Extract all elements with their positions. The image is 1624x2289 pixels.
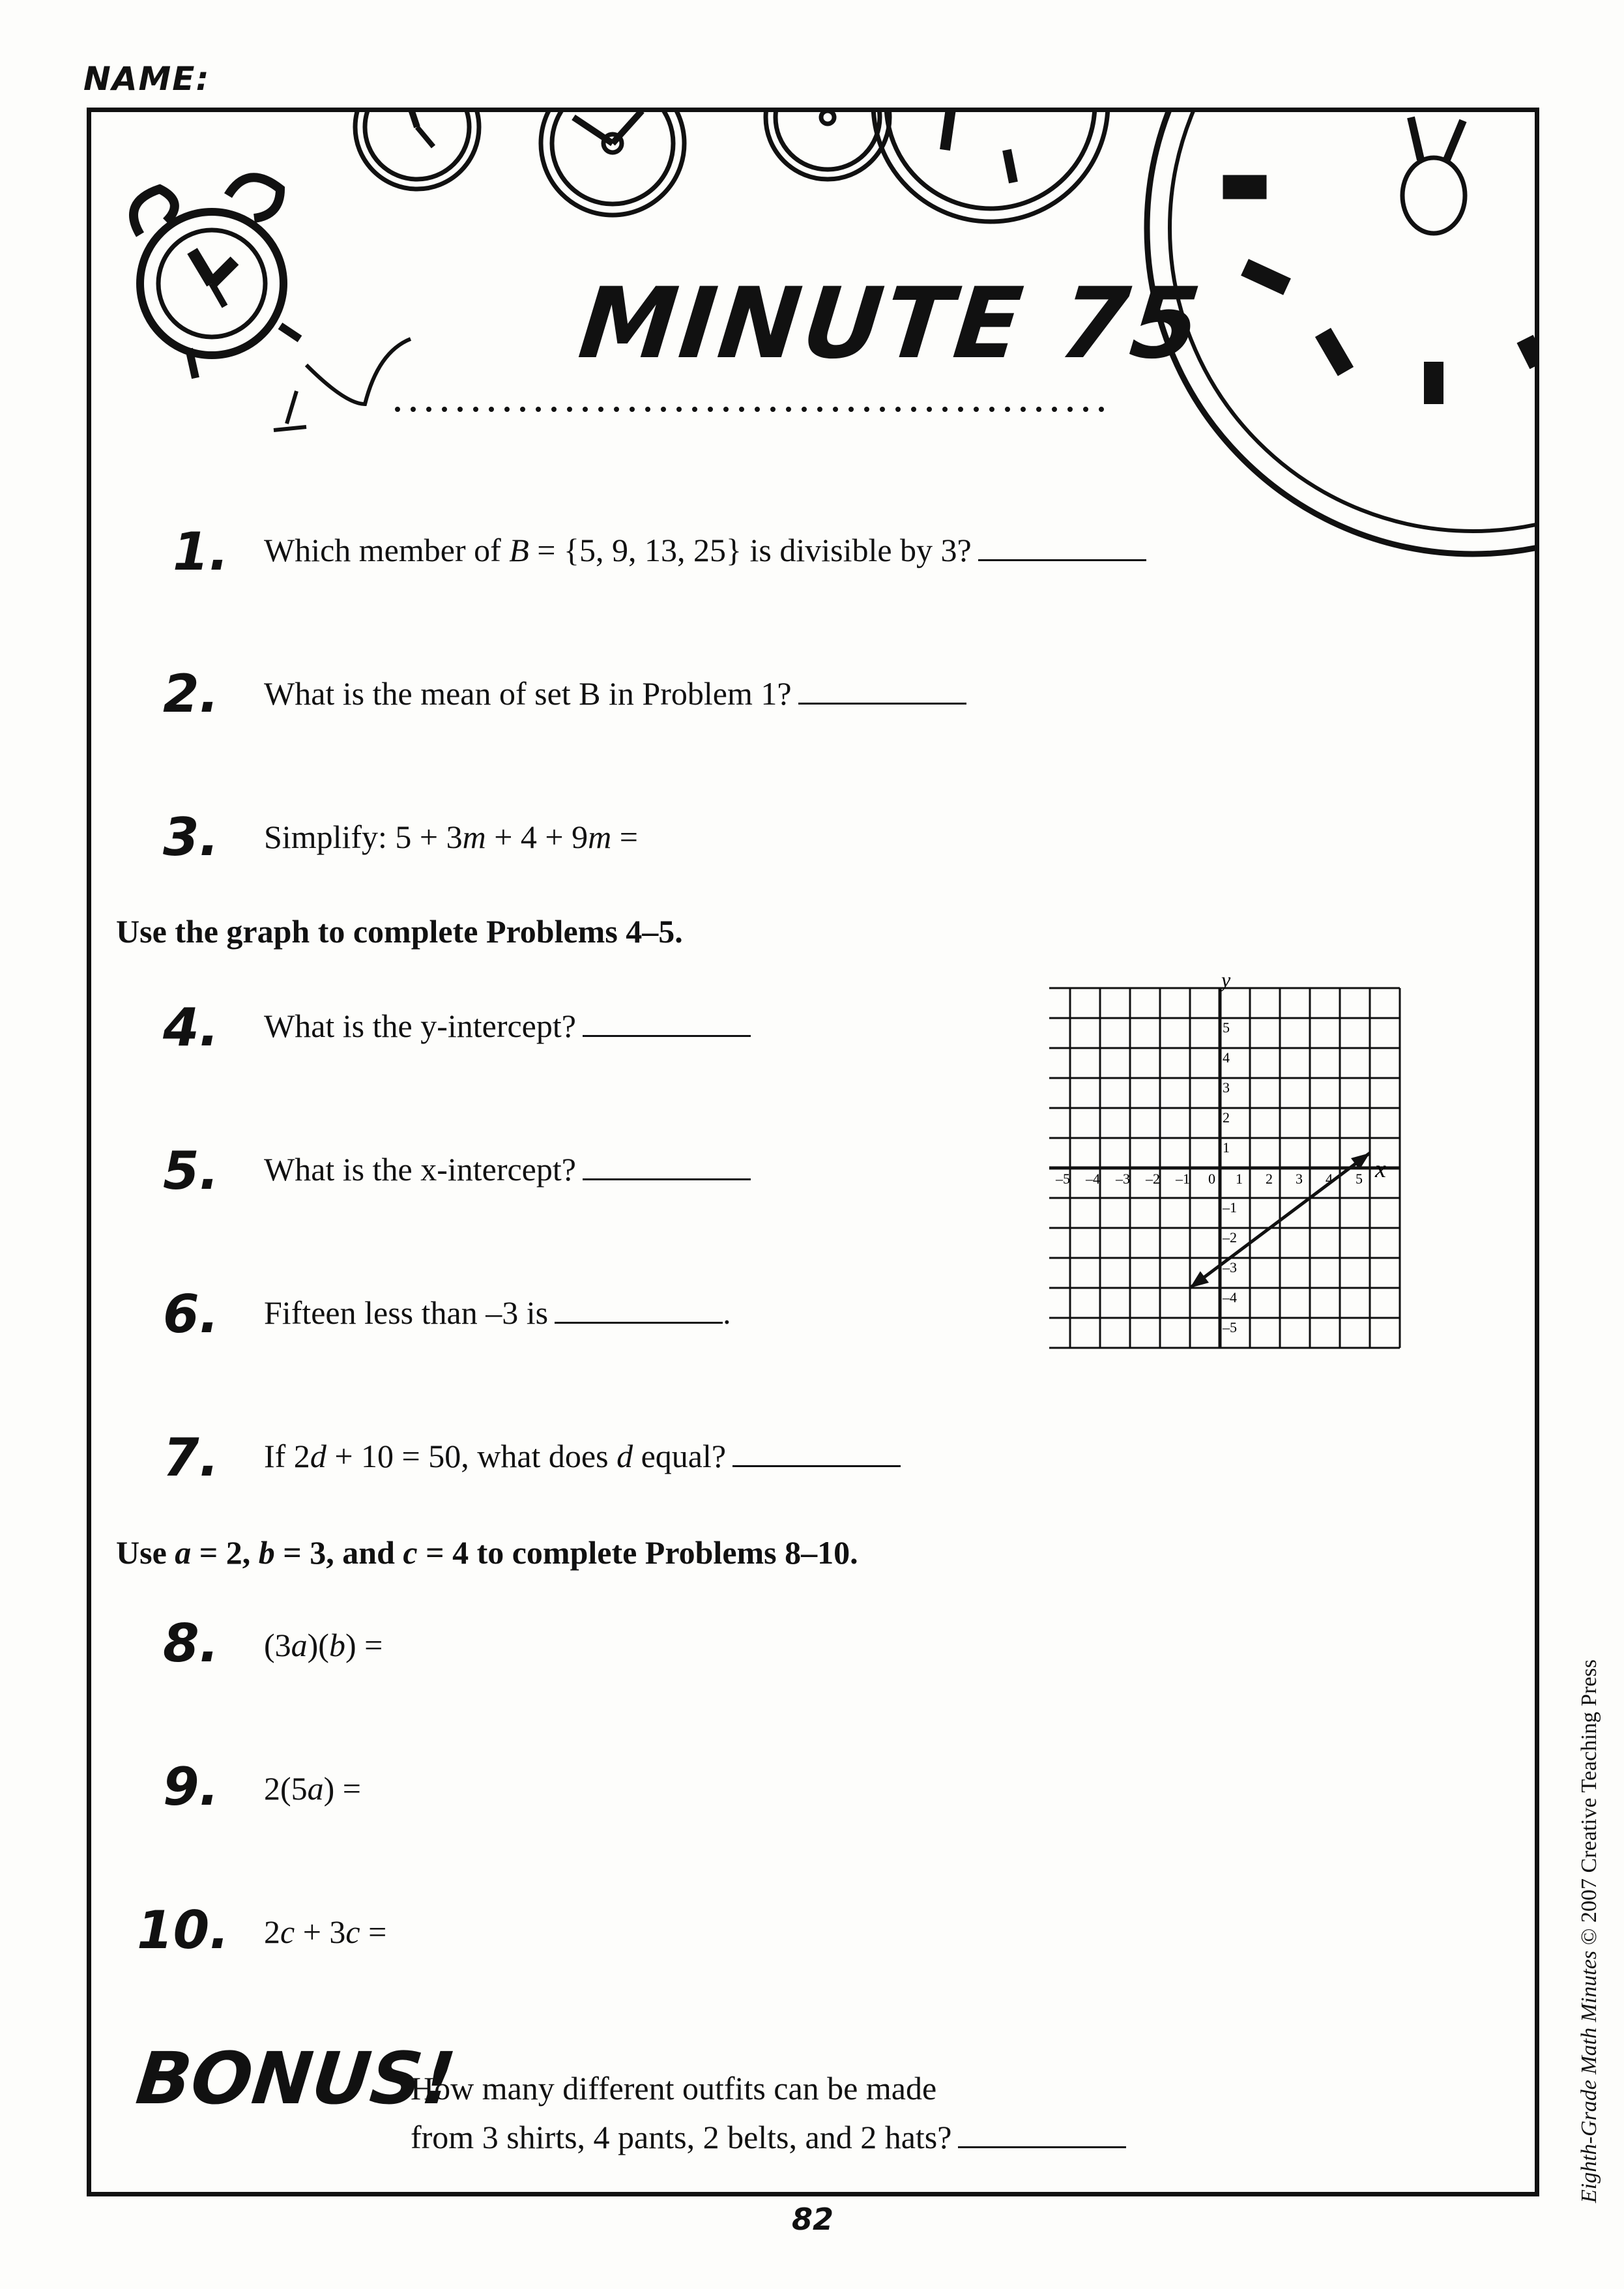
answer-blank[interactable]: [958, 2146, 1126, 2148]
coordinate-graph: [1049, 971, 1414, 1401]
problem-10-var: c: [345, 1914, 360, 1950]
problem-10-post: =: [360, 1914, 387, 1950]
answer-blank[interactable]: [555, 1321, 723, 1324]
problem-9-text: [264, 1770, 361, 1807]
problem-3-text: [264, 818, 638, 856]
value-b: = 3, and: [274, 1534, 403, 1571]
problem-9-number: 9.: [163, 1757, 220, 1817]
x-tick-label: –2: [1146, 1171, 1160, 1187]
problem-7-mid: + 10 = 50, what does: [326, 1438, 617, 1474]
problem-2-text: [264, 675, 966, 712]
problem-10-var: c: [280, 1914, 295, 1950]
problem-8-var: b: [328, 1627, 345, 1663]
bonus-label: BONUS!: [132, 2037, 459, 2120]
y-tick-label: –5: [1223, 1319, 1237, 1335]
x-tick-label: 1: [1236, 1171, 1243, 1187]
page-title: MINUTE 75: [573, 267, 1208, 381]
problem-3-mid: + 4 + 9: [486, 819, 588, 855]
alarm-clock-icon: [134, 177, 411, 430]
y-tick-label: 4: [1223, 1049, 1230, 1066]
values-use: Use: [116, 1534, 175, 1571]
problem-6-number: 6.: [163, 1284, 220, 1345]
var-c: c: [403, 1534, 418, 1571]
x-tick-label: 4: [1326, 1171, 1333, 1187]
problem-5-question: What is the x-intercept?: [264, 1151, 576, 1188]
problem-1-text: [264, 531, 1146, 569]
problem-6-question: Fifteen less than –3 is: [264, 1294, 549, 1331]
y-tick-label: 5: [1223, 1019, 1230, 1036]
graph-line-arrow: [1190, 1271, 1209, 1288]
problem-6-text: [264, 1294, 731, 1332]
copyright-title: Eighth-Grade Math Minutes: [1577, 1950, 1601, 2203]
problem-1-post: = {5, 9, 13, 25} is divisible by 3?: [529, 532, 972, 568]
page-number: 82: [792, 2202, 834, 2237]
copyright-notice: [1577, 1659, 1602, 2203]
values-instruction: [116, 1534, 858, 1571]
problem-3-post: =: [611, 819, 638, 855]
clock-icon: [541, 72, 684, 215]
graph-x-label: x: [1375, 1156, 1386, 1183]
problem-7-number: 7.: [163, 1427, 220, 1488]
y-tick-label: –4: [1223, 1289, 1237, 1305]
x-tick-label: 0: [1208, 1171, 1215, 1187]
problem-9-post: ) =: [323, 1770, 362, 1807]
problem-10-number: 10.: [137, 1900, 229, 1961]
problem-4-number: 4.: [163, 997, 220, 1058]
y-tick-label: –3: [1223, 1259, 1237, 1276]
problem-3-var: m: [588, 819, 612, 855]
bonus-line-1: How many different outfits can be made: [411, 2070, 937, 2107]
bonus-question: from 3 shirts, 4 pants, 2 belts, and 2 hats?: [411, 2119, 952, 2155]
problem-5-number: 5.: [163, 1141, 220, 1201]
answer-blank[interactable]: [798, 702, 966, 705]
x-tick-label: –4: [1086, 1171, 1100, 1187]
problem-10-pre: 2: [264, 1914, 280, 1950]
bonus-line-2: [411, 2118, 1126, 2156]
problem-7-post: equal?: [633, 1438, 727, 1474]
var-a: a: [175, 1534, 192, 1571]
problem-8-var: a: [291, 1627, 308, 1663]
answer-blank[interactable]: [732, 1465, 901, 1467]
problem-10-mid: + 3: [295, 1914, 346, 1950]
problem-3-number: 3.: [163, 807, 220, 867]
problem-7-text: [264, 1437, 901, 1475]
problem-7-pre: If 2: [264, 1438, 310, 1474]
problem-1-var: B: [509, 532, 529, 568]
problem-4-question: What is the y-intercept?: [264, 1008, 576, 1044]
value-a: = 2,: [191, 1534, 259, 1571]
value-c: = 4 to complete Problems 8–10.: [417, 1534, 858, 1571]
y-tick-label: –1: [1223, 1199, 1237, 1216]
problem-2-question: What is the mean of set B in Problem 1?: [264, 675, 792, 712]
problem-2-number: 2.: [163, 663, 220, 724]
answer-blank[interactable]: [583, 1178, 751, 1180]
clock-icon: [766, 55, 890, 179]
problem-5-text: [264, 1150, 751, 1188]
x-tick-label: 3: [1296, 1171, 1303, 1187]
problem-1-number: 1.: [173, 521, 229, 582]
x-tick-label: 2: [1266, 1171, 1273, 1187]
problem-7-var: d: [616, 1438, 633, 1474]
y-tick-label: –2: [1223, 1229, 1237, 1246]
clock-icon: [355, 65, 479, 189]
problem-8-post: ) =: [345, 1627, 383, 1663]
name-label: NAME:: [83, 60, 210, 98]
clock-icon: [873, 0, 1108, 222]
problem-10-text: [264, 1913, 386, 1951]
problem-3-var: m: [462, 819, 486, 855]
problem-9-pre: 2(5: [264, 1770, 308, 1807]
dotted-divider: [391, 403, 1114, 416]
answer-blank[interactable]: [978, 559, 1146, 561]
copyright-text: © 2007 Creative Teaching Press: [1577, 1659, 1601, 1951]
problem-8-pre: (3: [264, 1627, 291, 1663]
problem-4-text: [264, 1007, 751, 1045]
x-tick-label: 5: [1356, 1171, 1363, 1187]
x-tick-label: –5: [1056, 1171, 1070, 1187]
var-b: b: [258, 1534, 275, 1571]
y-tick-label: 2: [1223, 1109, 1230, 1126]
problem-8-number: 8.: [163, 1613, 220, 1674]
problem-7-var: d: [310, 1438, 326, 1474]
x-tick-label: –3: [1116, 1171, 1130, 1187]
problem-3-pre: Simplify: 5 + 3: [264, 819, 463, 855]
graph-instruction: Use the graph to complete Problems 4–5.: [116, 913, 683, 950]
x-tick-label: –1: [1176, 1171, 1190, 1187]
answer-blank[interactable]: [583, 1034, 751, 1037]
problem-9-var: a: [307, 1770, 324, 1807]
problem-8-text: [264, 1626, 383, 1664]
y-tick-label: 1: [1223, 1139, 1230, 1156]
graph-y-label: y: [1221, 971, 1231, 991]
problem-1-pre: Which member of: [264, 532, 510, 568]
large-clock-icon: [1147, 0, 1624, 554]
problem-6-post: .: [723, 1294, 731, 1331]
y-tick-label: 3: [1223, 1079, 1230, 1096]
problem-8-mid: )(: [307, 1627, 329, 1663]
